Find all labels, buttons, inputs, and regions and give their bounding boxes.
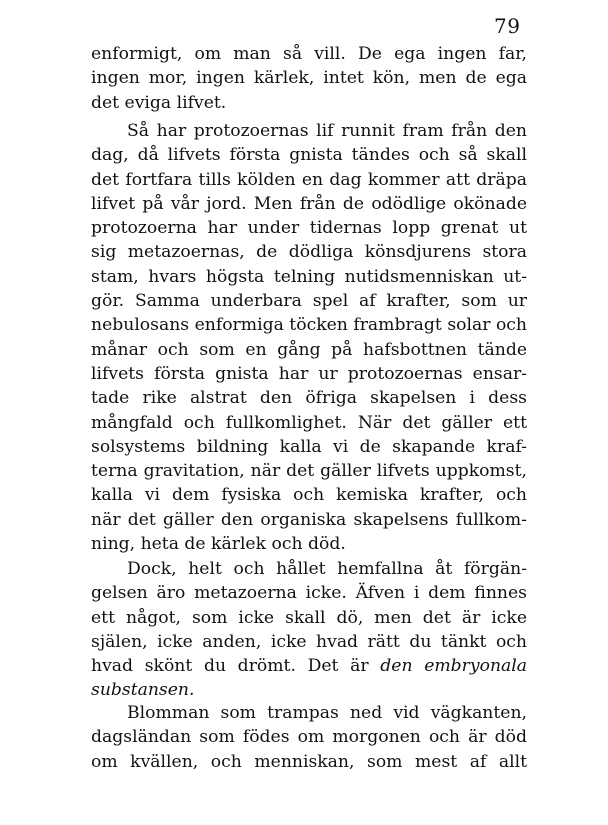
text-line: solsystems bildning kalla vi de skapande kraf- (91, 436, 527, 457)
text-line: det eviga lifvet. (91, 92, 227, 113)
italic-phrase: den embryonala (380, 656, 528, 677)
text-line: kalla vi dem fysiska och kemiska krafter, och (91, 485, 527, 506)
text-line: protozoerna har under tidernas lopp grenat ut (91, 218, 527, 239)
text-line-mixed (91, 654, 527, 678)
text-line: nebulosans enformiga töcken frambragt solar och (91, 315, 527, 336)
text-segment: hvad skönt du drömt. Det är (91, 656, 381, 677)
text-line: Så har protozoernas lif runnit fram från den (127, 121, 527, 141)
paragraph-1 (91, 42, 527, 115)
text-line: lifvet på vår jord. Men från de odödlige okönade (91, 193, 527, 214)
text-line: det fortfara tills kölden en dag kommer att dräpa (91, 169, 527, 190)
text-line: dagsländan som födes om morgonen och är död (91, 727, 527, 748)
text-line: tade rike alstrat den öfriga skapelsen i dess (91, 388, 527, 409)
text-line: enformigt, om man så vill. De ega ingen far, (91, 44, 527, 64)
text-line: ett något, som icke skall dö, men det är icke (91, 607, 527, 628)
text-line: dag, då lifvets första gnista tändes och så skall (91, 145, 527, 166)
text-line: själen, icke anden, icke hvad rätt du tänkt och (91, 631, 527, 652)
text-line: lifvets första gnista har ur protozoernas ensar- (91, 363, 527, 384)
text-line: Blomman som trampas ned vid vägkanten, (127, 703, 527, 723)
text-line: när det gäller den organiska skapelsens fullkom- (91, 509, 527, 530)
text-line: gör. Samma underbara spel af krafter, som ur (91, 291, 527, 312)
paragraph-3 (91, 557, 527, 703)
paragraph-4 (91, 701, 527, 774)
text-line: gelsen äro metazoerna icke. Äfven i dem finnes (91, 583, 527, 604)
text-line: månar och som en gång på hafsbottnen tände (91, 339, 527, 360)
text-line: sig metazoernas, de dödliga könsdjurens stora (91, 242, 527, 263)
text-line: terna gravitation, när det gäller lifvets uppkomst, (91, 461, 527, 482)
paragraph-2 (91, 119, 527, 556)
italic-phrase: substansen. (91, 680, 195, 701)
text-line: ingen mor, ingen kärlek, intet kön, men de ega (91, 68, 527, 89)
text-line: ning, heta de kärlek och död. (91, 534, 346, 555)
text-line: stam, hvars högsta telning nutidsmenniskan ut- (91, 266, 527, 287)
text-line: om kvällen, och menniskan, som mest af allt (91, 751, 527, 772)
text-line: Dock, helt och hållet hemfallna åt förgän- (127, 559, 527, 579)
page-number: 79 (494, 14, 521, 38)
text-line: mångfald och fullkomlighet. När det gäller ett (91, 412, 527, 433)
